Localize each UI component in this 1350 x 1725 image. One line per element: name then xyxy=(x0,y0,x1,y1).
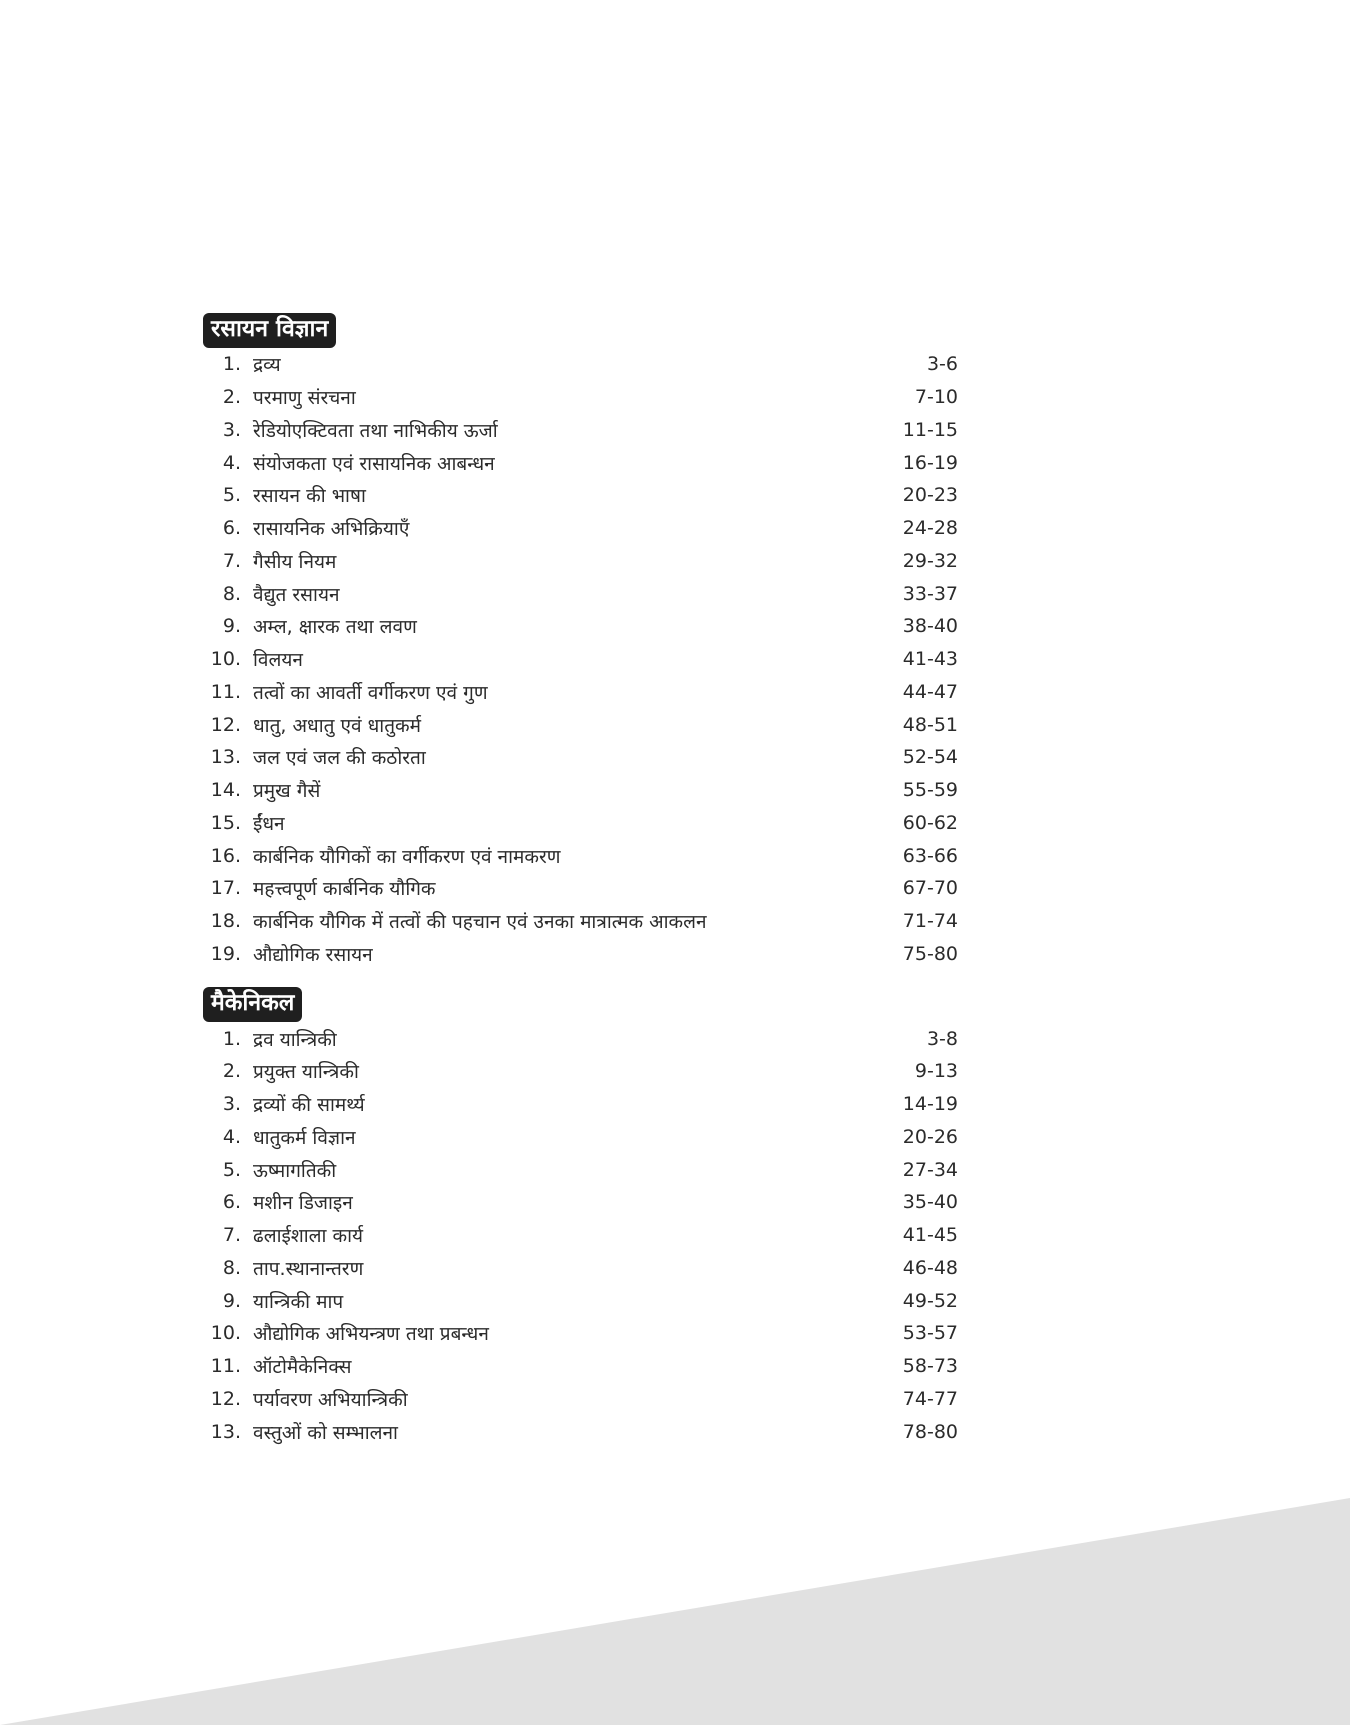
toc-entry xyxy=(203,839,958,872)
table-of-contents xyxy=(203,313,958,1448)
entry-page-range: 24-28 xyxy=(902,517,958,540)
entry-number: 7. xyxy=(222,549,241,572)
entry-page-range: 63-66 xyxy=(902,844,958,867)
entry-title: द्रव यान्त्रिकी xyxy=(253,1028,337,1051)
entry-title: वस्तुओं को सम्भालना xyxy=(253,1421,398,1444)
entry-page-range: 55-59 xyxy=(902,779,958,802)
entry-title: परमाणु संरचना xyxy=(253,387,356,410)
entry-number: 2. xyxy=(222,1060,241,1083)
entry-number: 4. xyxy=(222,1125,241,1148)
entry-page-range: 46-48 xyxy=(902,1256,958,1279)
entry-title: द्रव्य xyxy=(253,354,281,377)
entry-page-range: 60-62 xyxy=(902,811,958,834)
toc-entry xyxy=(203,1153,958,1186)
entry-title: जल एवं जल की कठोरता xyxy=(253,747,426,770)
entry-title: गैसीय नियम xyxy=(253,550,337,573)
entry-page-range: 53-57 xyxy=(902,1322,958,1345)
entry-title: विलयन xyxy=(253,649,303,672)
entry-page-range: 14-19 xyxy=(902,1093,958,1116)
toc-entry xyxy=(203,446,958,479)
entry-page-range: 78-80 xyxy=(902,1420,958,1443)
entry-number: 7. xyxy=(222,1224,241,1247)
entry-page-range: 52-54 xyxy=(902,746,958,769)
entry-page-range: 41-43 xyxy=(902,648,958,671)
toc-entry xyxy=(203,577,958,610)
toc-entry xyxy=(203,348,958,381)
entry-title: ढलाईशाला कार्य xyxy=(253,1225,364,1248)
toc-entry xyxy=(203,1383,958,1416)
entry-page-range: 27-34 xyxy=(902,1158,958,1181)
entry-page-range: 48-51 xyxy=(902,713,958,736)
entry-title: मशीन डिजाइन xyxy=(253,1192,353,1215)
entry-page-range: 29-32 xyxy=(902,549,958,572)
entry-title: यान्त्रिकी माप xyxy=(253,1290,344,1313)
entry-page-range: 74-77 xyxy=(902,1387,958,1410)
toc-entry xyxy=(203,872,958,905)
entry-number: 13. xyxy=(210,1420,241,1443)
section-chemistry xyxy=(203,313,958,970)
entry-number: 3. xyxy=(222,418,241,441)
entry-title: कार्बनिक यौगिक में तत्वों की पहचान एवं उनका मात्रात्मक आकलन xyxy=(253,911,707,934)
entry-number: 9. xyxy=(222,1289,241,1312)
entry-page-range: 38-40 xyxy=(902,615,958,638)
toc-entry xyxy=(203,1317,958,1350)
entry-title: ईंधन xyxy=(253,812,285,835)
entry-page-range: 9-13 xyxy=(914,1060,958,1083)
entry-page-range: 3-8 xyxy=(926,1027,958,1050)
entry-number: 19. xyxy=(210,942,241,965)
entry-title: महत्त्वपूर्ण कार्बनिक यौगिक xyxy=(253,878,436,901)
entry-number: 1. xyxy=(222,1027,241,1050)
entry-title: पर्यावरण अभियान्त्रिकी xyxy=(253,1388,408,1411)
entry-page-range: 20-26 xyxy=(902,1125,958,1148)
entry-title: ऑटोमैकेनिक्स xyxy=(253,1356,352,1379)
entry-page-range: 11-15 xyxy=(902,418,958,441)
entry-number: 9. xyxy=(222,615,241,638)
toc-entry xyxy=(203,1252,958,1285)
entry-number: 13. xyxy=(210,746,241,769)
entry-page-range: 75-80 xyxy=(902,942,958,965)
entry-title: तत्वों का आवर्ती वर्गीकरण एवं गुण xyxy=(253,681,488,704)
entry-number: 10. xyxy=(210,648,241,671)
entry-title: धातुकर्म विज्ञान xyxy=(253,1126,356,1149)
toc-entry xyxy=(203,938,958,971)
entry-title: औद्योगिक रसायन xyxy=(253,943,373,966)
entry-number: 5. xyxy=(222,484,241,507)
entry-number: 15. xyxy=(210,811,241,834)
toc-entry xyxy=(203,1415,958,1448)
entry-title: ताप.स्थानान्तरण xyxy=(253,1257,364,1280)
entry-number: 1. xyxy=(222,353,241,376)
entry-page-range: 35-40 xyxy=(902,1191,958,1214)
toc-entry xyxy=(203,1088,958,1121)
entry-number: 18. xyxy=(210,910,241,933)
entry-page-range: 49-52 xyxy=(902,1289,958,1312)
entry-title: द्रव्यों की सामर्थ्य xyxy=(253,1094,365,1117)
toc-entry xyxy=(203,381,958,414)
entry-title: प्रमुख गैसें xyxy=(253,780,321,803)
toc-entry xyxy=(203,807,958,840)
entry-page-range: 41-45 xyxy=(902,1224,958,1247)
entry-title: धातु, अधातु एवं धातुकर्म xyxy=(253,714,422,737)
entry-page-range: 33-37 xyxy=(902,582,958,605)
toc-entry xyxy=(203,1219,958,1252)
toc-entry xyxy=(203,545,958,578)
toc-entry xyxy=(203,676,958,709)
entry-title: ऊष्मागतिकी xyxy=(253,1159,337,1182)
entry-page-range: 16-19 xyxy=(902,451,958,474)
toc-entry xyxy=(203,479,958,512)
entry-list xyxy=(203,348,958,970)
entry-number: 3. xyxy=(222,1093,241,1116)
entry-page-range: 7-10 xyxy=(914,386,958,409)
toc-entry xyxy=(203,1350,958,1383)
entry-number: 14. xyxy=(210,779,241,802)
section-heading: रसायन विज्ञान xyxy=(203,313,336,348)
entry-title: अम्ल, क्षारक तथा लवण xyxy=(253,616,417,639)
entry-title: प्रयुक्त यान्त्रिकी xyxy=(253,1061,359,1084)
entry-page-range: 3-6 xyxy=(926,353,958,376)
entry-page-range: 44-47 xyxy=(902,680,958,703)
entry-number: 6. xyxy=(222,1191,241,1214)
toc-entry xyxy=(203,1055,958,1088)
entry-number: 11. xyxy=(210,1355,241,1378)
toc-entry xyxy=(203,1121,958,1154)
entry-number: 4. xyxy=(222,451,241,474)
toc-entry xyxy=(203,414,958,447)
entry-number: 8. xyxy=(222,1256,241,1279)
toc-entry xyxy=(203,905,958,938)
entry-number: 16. xyxy=(210,844,241,867)
entry-title: कार्बनिक यौगिकों का वर्गीकरण एवं नामकरण xyxy=(253,845,561,868)
entry-number: 6. xyxy=(222,517,241,540)
entry-number: 12. xyxy=(210,1387,241,1410)
toc-entry xyxy=(203,1284,958,1317)
entry-title: वैद्युत रसायन xyxy=(253,583,340,606)
entry-title: रासायनिक अभिक्रियाएँ xyxy=(253,518,410,541)
entry-title: औद्योगिक अभियन्त्रण तथा प्रबन्धन xyxy=(253,1323,489,1346)
footer-wedge-shape xyxy=(0,1498,1350,1725)
section-mechanical xyxy=(203,987,958,1448)
entry-number: 2. xyxy=(222,386,241,409)
toc-entry xyxy=(203,512,958,545)
entry-title: रसायन की भाषा xyxy=(253,485,366,508)
entry-number: 8. xyxy=(222,582,241,605)
toc-entry xyxy=(203,708,958,741)
toc-entry xyxy=(203,643,958,676)
entry-number: 11. xyxy=(210,680,241,703)
toc-entry xyxy=(203,774,958,807)
toc-entry xyxy=(203,610,958,643)
toc-entry xyxy=(203,741,958,774)
entry-title: रेडियोएक्टिवता तथा नाभिकीय ऊर्जा xyxy=(253,419,498,442)
entry-number: 10. xyxy=(210,1322,241,1345)
entry-number: 5. xyxy=(222,1158,241,1181)
entry-number: 12. xyxy=(210,713,241,736)
entry-number: 17. xyxy=(210,877,241,900)
toc-entry xyxy=(203,1186,958,1219)
entry-title: संयोजकता एवं रासायनिक आबन्धन xyxy=(253,452,495,475)
entry-list xyxy=(203,1022,958,1448)
section-heading: मैकेनिकल xyxy=(203,987,302,1022)
entry-page-range: 20-23 xyxy=(902,484,958,507)
entry-page-range: 67-70 xyxy=(902,877,958,900)
toc-entry xyxy=(203,1022,958,1055)
entry-page-range: 71-74 xyxy=(902,910,958,933)
entry-page-range: 58-73 xyxy=(902,1355,958,1378)
